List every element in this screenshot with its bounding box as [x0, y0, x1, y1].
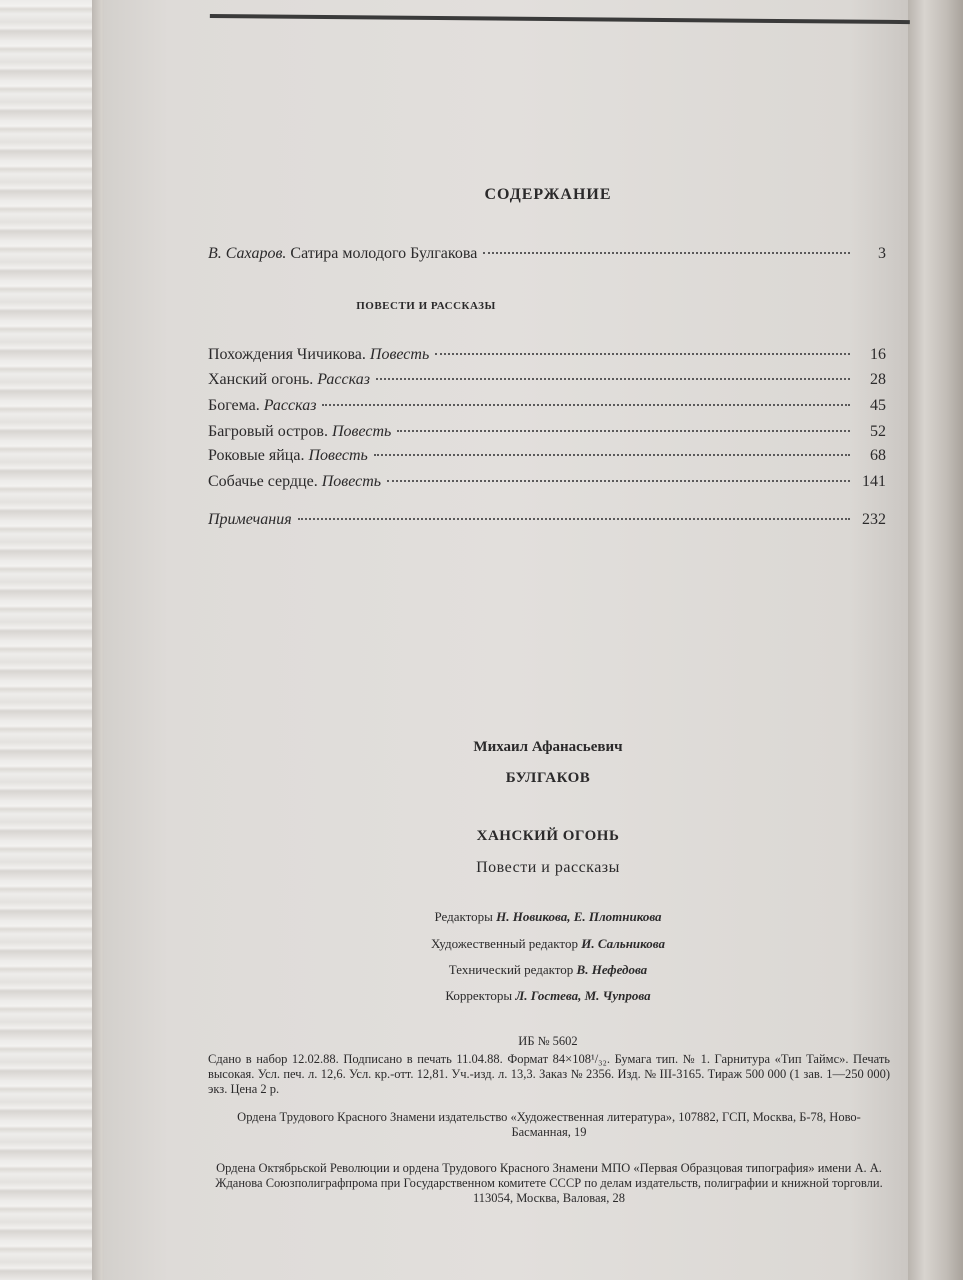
dot-leader: [298, 518, 850, 520]
publisher-info: Ордена Трудового Красного Знамени издательство «Художественная литература», 107882, ГСП, Москва, Б-78, Ново-Басманная, 19: [237, 1110, 861, 1139]
credit-line: [0, 988, 963, 1004]
author-name: Михаил Афанасьевич: [473, 739, 623, 755]
credit-role: Художественный редактор: [431, 936, 578, 951]
dot-leader: [483, 252, 850, 254]
toc-entry-title: Ханский огонь.: [208, 371, 314, 388]
ib-number: ИБ № 5602: [518, 1034, 578, 1048]
section-heading: ПОВЕСТИ И РАССКАЗЫ: [356, 300, 496, 312]
toc-entry: [208, 397, 886, 415]
toc-intro-row: [208, 245, 886, 263]
dot-leader: [397, 430, 850, 432]
print-details: Сдано в набор 12.02.88. Подписано в печать 11.04.88. Формат 84×108¹/₃₂. Бумага тип. № 1. Гарнитура «Тип Таймс». Печать высокая. Усл. печ. л. 12,6. Усл. кр.-отт. 12,81. Уч.-изд. л. 13,3. Заказ № 2356. Изд. № III-3165. Тираж 500 000 (1 зав. 1—250 000) экз. Цена 2 р.: [208, 1052, 890, 1096]
toc-entry-genre: Повесть: [331, 423, 392, 440]
dot-leader: [435, 353, 850, 355]
toc-entry-title: Похождения Чичикова.: [208, 346, 366, 363]
toc-entry-page: 45: [870, 397, 886, 414]
author-surname: БУЛГАКОВ: [505, 770, 591, 786]
toc-entry-genre: Рассказ: [263, 397, 317, 414]
toc-entry: [208, 423, 886, 441]
toc-notes-row: [208, 511, 886, 529]
toc-entry-title: Багровый остров.: [208, 423, 328, 440]
toc-intro-author: В. Сахаров.: [208, 245, 287, 262]
credit-role: Технический редактор: [448, 962, 574, 977]
printer-info: Ордена Октябрьской Революции и ордена Трудового Красного Знамени МПО «Первая Образцовая типография» имени А. А. Жданова Союзполиграфпрома при Государственном комитете СССР по делам издательств, полиграфии и книжной торговли. 113054, Москва, Валовая, 28: [215, 1161, 883, 1205]
toc-entry-page: 16: [870, 346, 886, 363]
toc-notes-page: 232: [862, 511, 886, 528]
credit-names: И. Сальникова: [581, 936, 665, 951]
toc-title: СОДЕРЖАНИЕ: [484, 186, 612, 203]
toc-notes-title: Примечания: [208, 511, 292, 528]
toc-entry-genre: Повесть: [321, 473, 382, 490]
toc-entry-genre: Рассказ: [317, 371, 370, 388]
toc-entry: [208, 346, 886, 364]
toc-entry-page: 68: [870, 447, 886, 464]
toc-entry-page: 52: [870, 423, 886, 440]
dot-leader: [376, 378, 850, 380]
toc-entry-title: Собачье сердце.: [208, 473, 318, 490]
toc-intro-title: Сатира молодого Булгакова: [290, 245, 478, 262]
toc-intro-page: 3: [878, 245, 886, 262]
book-title: ХАНСКИЙ ОГОНЬ: [476, 828, 620, 844]
toc-entry-page: 141: [862, 473, 886, 490]
dot-leader: [374, 454, 850, 456]
credit-role: Корректоры: [445, 988, 513, 1003]
credit-role: Редакторы: [434, 909, 493, 924]
dot-leader: [322, 404, 850, 406]
toc-entry-title: Роковые яйца.: [208, 447, 305, 464]
toc-entry: [208, 473, 886, 491]
toc-entry: [208, 371, 886, 389]
toc-entry-title: Богема.: [208, 397, 260, 414]
credit-line: [0, 962, 963, 978]
credit-names: Н. Новикова, Е. Плотникова: [496, 909, 662, 924]
toc-entry-genre: Повесть: [369, 346, 430, 363]
toc-entry-page: 28: [870, 371, 886, 388]
book-subtitle: Повести и рассказы: [476, 859, 620, 876]
credit-line: [0, 909, 963, 925]
dot-leader: [387, 480, 850, 482]
credit-names: Л. Гостева, М. Чупрова: [515, 988, 651, 1003]
toc-entry-genre: Повесть: [308, 447, 368, 464]
toc-entry: [208, 447, 886, 465]
credit-line: [0, 936, 963, 952]
credit-names: В. Нефедова: [576, 962, 648, 977]
